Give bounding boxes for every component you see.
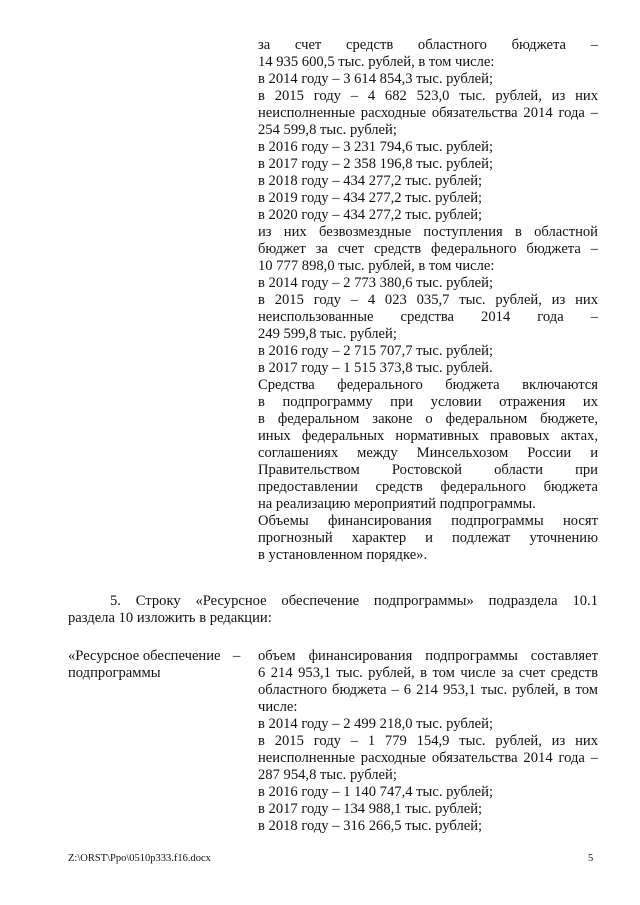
text-line: из них безвозмездные поступления в областной	[258, 224, 598, 240]
text-line: соглашениях между Минсельхозом России и	[258, 445, 598, 461]
resource-label-line-2: подпрограммы	[68, 665, 161, 681]
text-line: в 2020 году – 434 277,2 тыс. рублей;	[258, 207, 483, 223]
text-line: в 2017 году – 134 988,1 тыс. рублей;	[258, 801, 483, 817]
text-line: объем финансирования подпрограммы составляет	[258, 648, 598, 664]
text-line: в 2018 году – 434 277,2 тыс. рублей;	[258, 173, 483, 189]
text-line: в 2016 году – 3 231 794,6 тыс. рублей;	[258, 139, 494, 155]
text-line: 14 935 600,5 тыс. рублей, в том числе:	[258, 54, 495, 70]
resource-label-line-1: «Ресурсное обеспечение	[68, 648, 221, 664]
text-line: в 2014 году – 2 773 380,6 тыс. рублей;	[258, 275, 494, 291]
text-line: в 2015 году – 1 779 154,9 тыс. рублей, из них	[258, 733, 598, 749]
text-line: прогнозный характер и подлежат уточнению	[258, 530, 598, 546]
text-line: 287 954,8 тыс. рублей;	[258, 767, 397, 783]
text-line: в 2014 году – 2 499 218,0 тыс. рублей;	[258, 716, 494, 732]
resource-label-dash: –	[233, 648, 241, 664]
paragraph-5-line-1: 5. Строку «Ресурсное обеспечение подпрограммы» подраздела 10.1	[110, 593, 598, 609]
text-line: в 2017 году – 2 358 196,8 тыс. рублей;	[258, 156, 494, 172]
footer-page-number: 5	[588, 853, 594, 864]
text-line: в 2019 году – 434 277,2 тыс. рублей;	[258, 190, 483, 206]
text-line: Правительством Ростовской области при	[258, 462, 598, 478]
text-line: за счет средств областного бюджета –	[258, 37, 598, 53]
text-line: в подпрограмму при условии отражения их	[258, 394, 598, 410]
text-line: в 2014 году – 3 614 854,3 тыс. рублей;	[258, 71, 494, 87]
text-line: неиспользованные средства 2014 года –	[258, 309, 598, 325]
text-line: в установленном порядке».	[258, 547, 428, 563]
footer-file-path: Z:\ORST\Ppo\0510p333.f16.docx	[68, 853, 211, 864]
text-line: иных федеральных нормативных правовых актах,	[258, 428, 598, 444]
text-line: предоставлении средств федерального бюджета	[258, 479, 598, 495]
text-line: Средства федерального бюджета включаются	[258, 377, 598, 393]
text-line: в 2018 году – 316 266,5 тыс. рублей;	[258, 818, 483, 834]
text-line: неисполненные расходные обязательства 2014 года –	[258, 750, 598, 766]
text-line: областного бюджета – 6 214 953,1 тыс. рублей, в том	[258, 682, 598, 698]
text-line: 10 777 898,0 тыс. рублей, в том числе:	[258, 258, 495, 274]
text-line: неисполненные расходные обязательства 2014 года –	[258, 105, 598, 121]
text-line: числе:	[258, 699, 298, 715]
text-line: в 2015 году – 4 682 523,0 тыс. рублей, из них	[258, 88, 598, 104]
paragraph-5-line-2: раздела 10 изложить в редакции:	[68, 610, 272, 626]
text-line: в 2016 году – 2 715 707,7 тыс. рублей;	[258, 343, 494, 359]
text-line: в 2017 году – 1 515 373,8 тыс. рублей.	[258, 360, 493, 376]
text-line: на реализацию мероприятий подпрограммы.	[258, 496, 536, 512]
text-line: 249 599,8 тыс. рублей;	[258, 326, 397, 342]
text-line: в 2015 году – 4 023 035,7 тыс. рублей, из них	[258, 292, 598, 308]
text-line: 6 214 953,1 тыс. рублей, в том числе за счет средств	[258, 665, 598, 681]
text-line: в федеральном законе о федеральном бюджете,	[258, 411, 598, 427]
text-line: в 2016 году – 1 140 747,4 тыс. рублей;	[258, 784, 494, 800]
text-line: бюджет за счет средств федерального бюджета –	[258, 241, 598, 257]
text-line: Объемы финансирования подпрограммы носят	[258, 513, 598, 529]
text-line: 254 599,8 тыс. рублей;	[258, 122, 397, 138]
